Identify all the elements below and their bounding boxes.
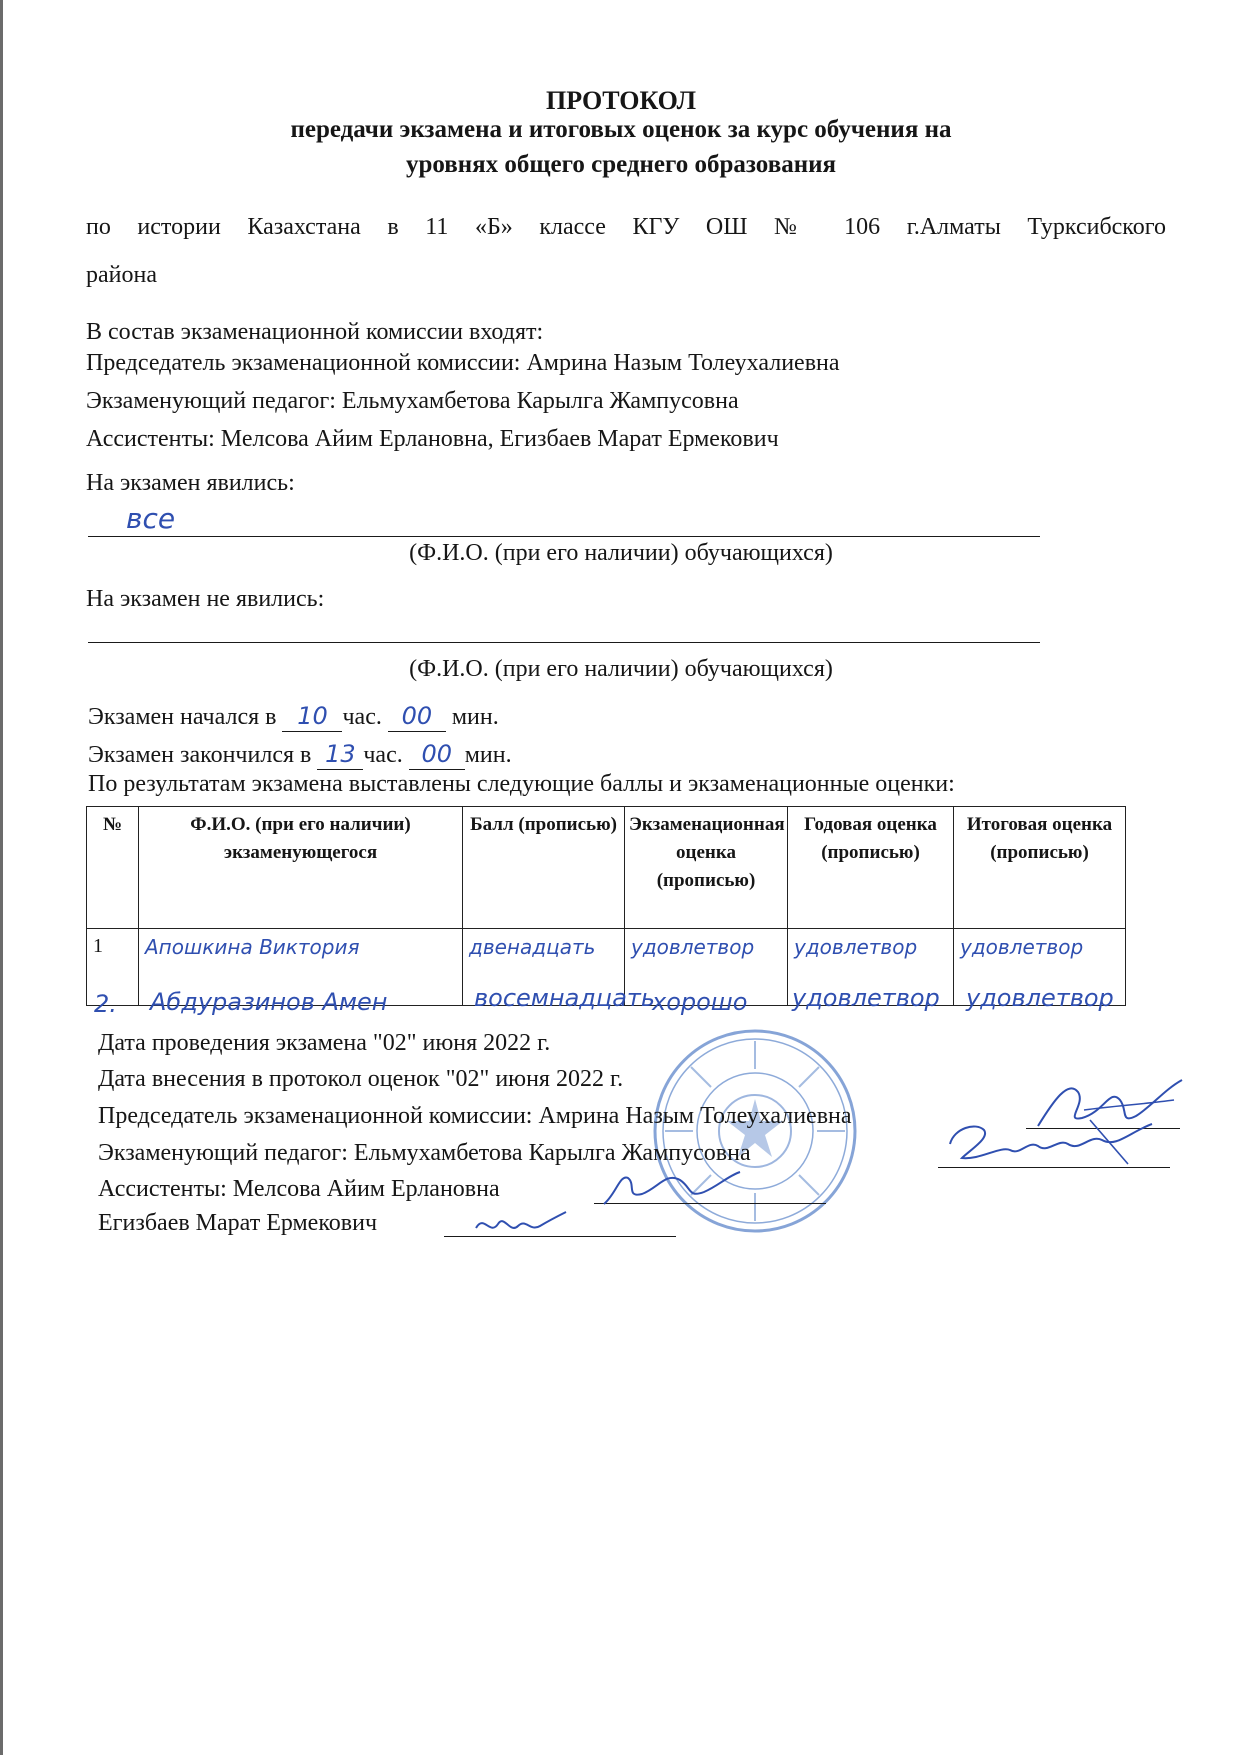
scan-edge <box>0 0 3 1755</box>
hour-label: час. <box>342 704 382 730</box>
footer-chair: Председатель экзаменационной комиссии: Амрина Назым Толеухалиевна <box>98 1103 852 1129</box>
document-subtitle-line1: передачи экзамена и итоговых оценок за курс обучения на <box>290 116 952 143</box>
assistant2-signature <box>470 1206 570 1242</box>
absent-underline <box>88 642 1040 643</box>
absent-label: На экзамен не явились: <box>86 586 325 612</box>
present-value: все <box>126 502 176 535</box>
header-annual-grade: Годовая оценка (прописью) <box>788 807 954 929</box>
header-number: № <box>87 807 139 929</box>
header-name: Ф.И.О. (при его наличии) экзаменующегося <box>139 807 463 929</box>
results-table <box>86 806 1126 1006</box>
extra-row-final-grade: удовлетвор <box>966 984 1114 1012</box>
absent-caption: (Ф.И.О. (при его наличии) обучающихся) <box>409 656 833 682</box>
present-underline <box>88 536 1040 537</box>
document-title: ПРОТОКОЛ <box>546 86 696 115</box>
header-exam-grade: Экзаменационная оценка (прописью) <box>625 807 788 929</box>
extra-row-annual-grade: удовлетвор <box>792 984 940 1012</box>
row-score: двенадцать <box>463 929 625 1006</box>
row-exam-grade: удовлетвор <box>625 929 788 1006</box>
end-prefix: Экзамен закончился в <box>88 742 312 768</box>
row-number: 1 <box>87 929 139 1006</box>
results-intro: По результатам экзамена выставлены следующие баллы и экзаменационные оценки: <box>88 771 955 797</box>
min-label: мин. <box>451 704 499 730</box>
header-score: Балл (прописью) <box>463 807 625 929</box>
document-subtitle-line2: уровнях общего среднего образования <box>405 151 837 178</box>
row-student-name: Апошкина Виктория <box>139 929 463 1006</box>
end-hour-blank <box>317 740 363 770</box>
extra-row-score: восемнадцать <box>474 984 656 1012</box>
extra-row-exam-grade: хорошо <box>652 988 748 1016</box>
end-hour: 13 <box>325 740 356 768</box>
start-min-blank <box>388 702 446 732</box>
start-min: 00 <box>401 702 433 730</box>
start-hour-blank <box>282 702 342 732</box>
commission-examiner: Экзаменующий педагог: Ельмухамбетова Карылга Жампусовна <box>86 388 739 414</box>
footer-assistant-1: Ассистенты: Мелсова Айим Ерлановна <box>98 1176 500 1202</box>
footer-examiner: Экзаменующий педагог: Ельмухамбетова Карылга Жампусовна <box>98 1140 751 1166</box>
present-label: На экзамен явились: <box>86 470 295 496</box>
hour-label: час. <box>363 742 403 768</box>
end-time-line <box>88 740 512 770</box>
examiner-signature <box>940 1110 1168 1174</box>
subject-text-continuation: района <box>86 262 157 288</box>
subject-text: по истории Казахстана в 11 «Б» классе КГУ ОШ № 106 г.Алматы Турксибского <box>86 214 1166 240</box>
assistant1-signature <box>596 1164 746 1212</box>
commission-intro: В состав экзаменационной комиссии входят: <box>86 319 544 345</box>
row-final-grade: удовлетвор <box>954 929 1126 1006</box>
commission-chair: Председатель экзаменационной комиссии: Амрина Назым Толеухалиевна <box>86 350 840 376</box>
row-annual-grade: удовлетвор <box>788 929 954 1006</box>
present-caption: (Ф.И.О. (при его наличии) обучающихся) <box>409 540 833 566</box>
start-prefix: Экзамен начался в <box>88 704 277 730</box>
exam-date: Дата проведения экзамена "02" июня 2022 г. <box>98 1030 551 1056</box>
start-time-line <box>88 702 499 732</box>
commission-assistants: Ассистенты: Мелсова Айим Ерлановна, Егизбаев Марат Ермекович <box>86 426 779 452</box>
table-header-row <box>87 807 1126 929</box>
header-final-grade: Итоговая оценка (прописью) <box>954 807 1126 929</box>
end-min-blank <box>409 740 465 770</box>
end-min: 00 <box>421 740 452 768</box>
extra-row-number: 2. <box>94 990 117 1018</box>
footer-assistant-2: Егизбаев Марат Ермекович <box>98 1210 378 1236</box>
min-label: мин. <box>464 742 512 768</box>
extra-row-student-name: Абдуразинов Амен <box>150 988 388 1016</box>
entry-date: Дата внесения в протокол оценок "02" июня 2022 г. <box>98 1066 624 1092</box>
start-hour: 10 <box>297 702 328 730</box>
